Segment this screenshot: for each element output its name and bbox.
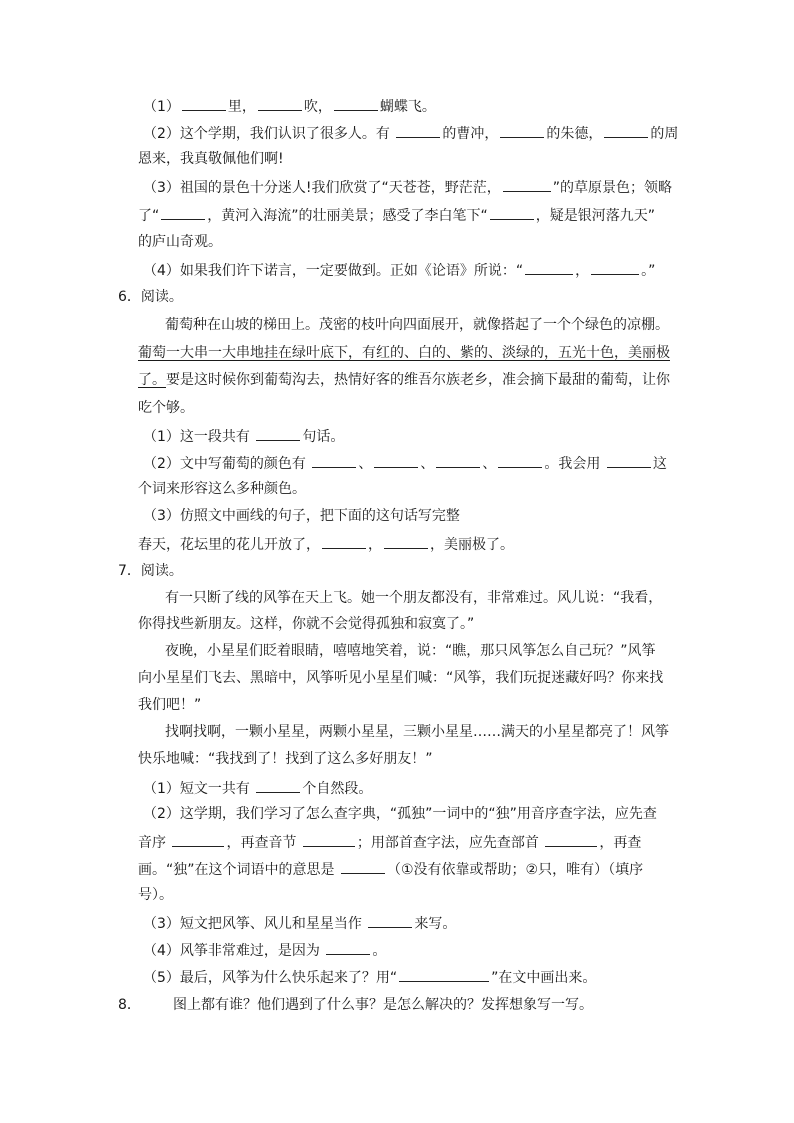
q5-item-4-text: 。” [641,263,656,279]
q6-passage-underlined: 葡萄一大串一大串地挂在绿叶底下，有红的、白的、紫的、淡绿的，五光十色，美丽极 [138,345,670,361]
answer-blank[interactable] [545,831,597,847]
q6-passage-line: 吃个够。 [138,400,194,416]
answer-blank[interactable] [172,831,224,847]
q5-item-3-cont2 [138,232,222,252]
q5-item-1 [143,95,436,117]
q7-item-2-text: （①没有依靠或帮助；②只，唯有）（填序 [386,862,644,878]
answer-blank[interactable] [607,452,651,468]
q6-item-3-text: ， [368,537,382,553]
q7-item-1-text: （1）短文一共有 [143,781,250,797]
q7-item-3 [143,912,456,934]
answer-blank[interactable] [591,259,639,275]
q7-item-1-text: 个自然段。 [302,781,373,797]
q5-item-3-cont [138,204,655,226]
q7-item-2-cont [138,831,641,853]
q5-item-3-text: 的庐山奇观。 [138,234,222,250]
answer-blank[interactable] [326,939,370,955]
q6-passage-line: 葡萄种在山坡的梯田上。茂密的枝叶向四面展开，就像搭起了一个个绿色的凉棚。 [165,317,669,333]
q7-item-4 [143,939,386,961]
q5-item-2-text: 恩来，我真敬佩他们啊! [138,151,284,167]
q7-item-5-text: （5）最后，风筝为什么快乐起来了？用“ [143,970,398,986]
q6-item-2 [143,452,667,474]
answer-blank[interactable] [490,204,534,220]
q6-item-1-text: 句话。 [302,429,345,445]
q5-item-3-text: ，疑是银河落九天” [535,208,656,224]
q6-item-3: （3）仿照文中画线的句子，把下面的这句话写完整 [143,508,460,524]
q7-passage-line: 夜晚，小星星们眨着眼睛，嘻嘻地笑着，说：“瞧，那只风筝怎么自己玩？”风筝 [165,643,656,659]
q7-item-2-cont2 [138,858,643,880]
q5-item-2-text: 的曹冲， [442,126,499,142]
q5-item-2-cont [138,149,284,169]
q6-title: 6．阅读。 [118,289,183,305]
q6-item-2-text: 这 [652,456,667,472]
q5-item-3-text: 了“ [138,208,160,224]
q6-passage-underlined: 了。 [138,372,166,388]
answer-blank[interactable] [341,858,385,874]
q5-item-2-text: （2）这个学期，我们认识了很多人。有 [143,126,390,142]
q7-item-3-text: （3）短文把风筝、风儿和星星当作 [143,916,362,932]
q5-item-3 [143,176,672,198]
q7-item-5-text: ”在文中画出来。 [491,970,597,986]
q7-passage-line: 找啊找啊，一颗小星星，两颗小星星，三颗小星星……满天的小星星都亮了！风筝 [165,724,669,740]
answer-blank[interactable] [604,122,648,138]
answer-blank[interactable] [503,176,551,192]
q7-item-2: （2）这学期，我们学习了怎么查字典，“孤独”一词中的“独”用音序查字法，应先查 [143,806,657,822]
q7-item-2-text: ，再查音节 [226,835,297,851]
q6-item-2-text: （2）文中写葡萄的颜色有 [143,456,306,472]
q7-item-2-text: 音序 [138,835,166,851]
answer-blank[interactable] [399,966,489,982]
q6-passage-text: 要是这时候你到葡萄沟去，热情好客的维吾尔族老乡，准会摘下最甜的葡萄，让你 [166,372,670,388]
q7-item-1 [143,777,372,799]
q7-passage-line: 我们吧！” [138,697,202,713]
q7-item-3-text: 来写。 [414,916,457,932]
q7-item-4-text: 。 [372,943,387,959]
answer-blank[interactable] [303,831,355,847]
q6-item-2-text: 。我会用 [544,456,601,472]
q7-passage-line: 你得找些新朋友。这样，你就不会觉得孤独和寂寞了。” [138,616,475,632]
q7-title: 7．阅读。 [118,563,183,579]
answer-blank[interactable] [161,204,205,220]
q7-item-2-text: ，再查 [599,835,642,851]
answer-blank[interactable] [182,95,226,111]
answer-blank[interactable] [256,425,300,441]
answer-blank[interactable] [368,912,412,928]
q6-item-2-sep: 、 [358,456,373,472]
q7-item-2-text: ；用部首查字法，应先查部首 [356,835,539,851]
q8-number: 8． [118,997,141,1013]
q6-item-3-text: ，美丽极了。 [430,537,514,553]
q5-item-1-text: 里， [227,99,256,115]
q7-passage-line: 向小星星们飞去、黑暗中，风筝听见小星星们喊：“风筝，我们玩捉迷藏好吗？你来找 [138,670,664,686]
q7-item-2-text: 画。“独”在这个词语中的意思是 [138,862,335,878]
q6-item-2-cont: 个词来形容这么多种颜色。 [138,481,306,497]
answer-blank[interactable] [525,259,573,275]
answer-blank[interactable] [384,533,428,549]
q6-item-1-text: （1）这一段共有 [143,429,250,445]
q6-item-3-text: 春天，花坛里的花儿开放了， [138,537,320,553]
q5-item-1-text: 吹， [303,99,332,115]
q6-item-1 [143,425,344,447]
q8-prompt: 图上都有谁？他们遇到了什么事？是怎么解决的？发挥想象写一写。 [173,997,593,1013]
q5-item-4-text: （4）如果我们许下诺言，一定要做到。正如《论语》所说：“ [143,263,524,279]
answer-blank[interactable] [436,452,480,468]
q5-item-1-text: 蝴蝶飞。 [379,99,436,115]
q7-passage-line: 有一只断了线的风筝在天上飞。她一个朋友都没有，非常难过。风儿说：“我看， [165,590,663,606]
q7-item-5 [143,966,596,988]
q5-item-3-text: ，黄河入海流”的壮丽美景；感受了李白笔下“ [207,208,488,224]
answer-blank[interactable] [312,452,356,468]
answer-blank[interactable] [500,122,544,138]
q7-item-2-cont3: 号）。 [138,887,173,903]
q6-item-2-sep: 、 [482,456,497,472]
answer-blank[interactable] [334,95,378,111]
q5-item-2 [143,122,678,144]
q5-item-1-label: （1） [143,99,180,115]
answer-blank[interactable] [258,95,302,111]
q5-item-4 [143,259,655,281]
answer-blank[interactable] [374,452,418,468]
q5-item-3-text: （3）祖国的景色十分迷人!我们欣赏了“天苍苍，野茫茫， [143,180,501,196]
q6-passage-line [138,370,670,390]
q5-item-4-text: ， [575,263,590,279]
q6-item-3-sentence [138,533,514,555]
q7-passage-line: 快乐地喊：“我找到了！找到了这么多好朋友！” [138,751,433,767]
q5-item-2-text: 的周 [650,126,679,142]
answer-blank[interactable] [322,533,366,549]
q6-item-2-sep: 、 [420,456,435,472]
q5-item-2-text: 的朱德， [546,126,603,142]
answer-blank[interactable] [498,452,542,468]
q7-item-4-text: （4）风筝非常难过，是因为 [143,943,320,959]
answer-blank[interactable] [396,122,440,138]
answer-blank[interactable] [256,777,300,793]
q5-item-3-text: ”的草原景色；领略 [552,180,673,196]
